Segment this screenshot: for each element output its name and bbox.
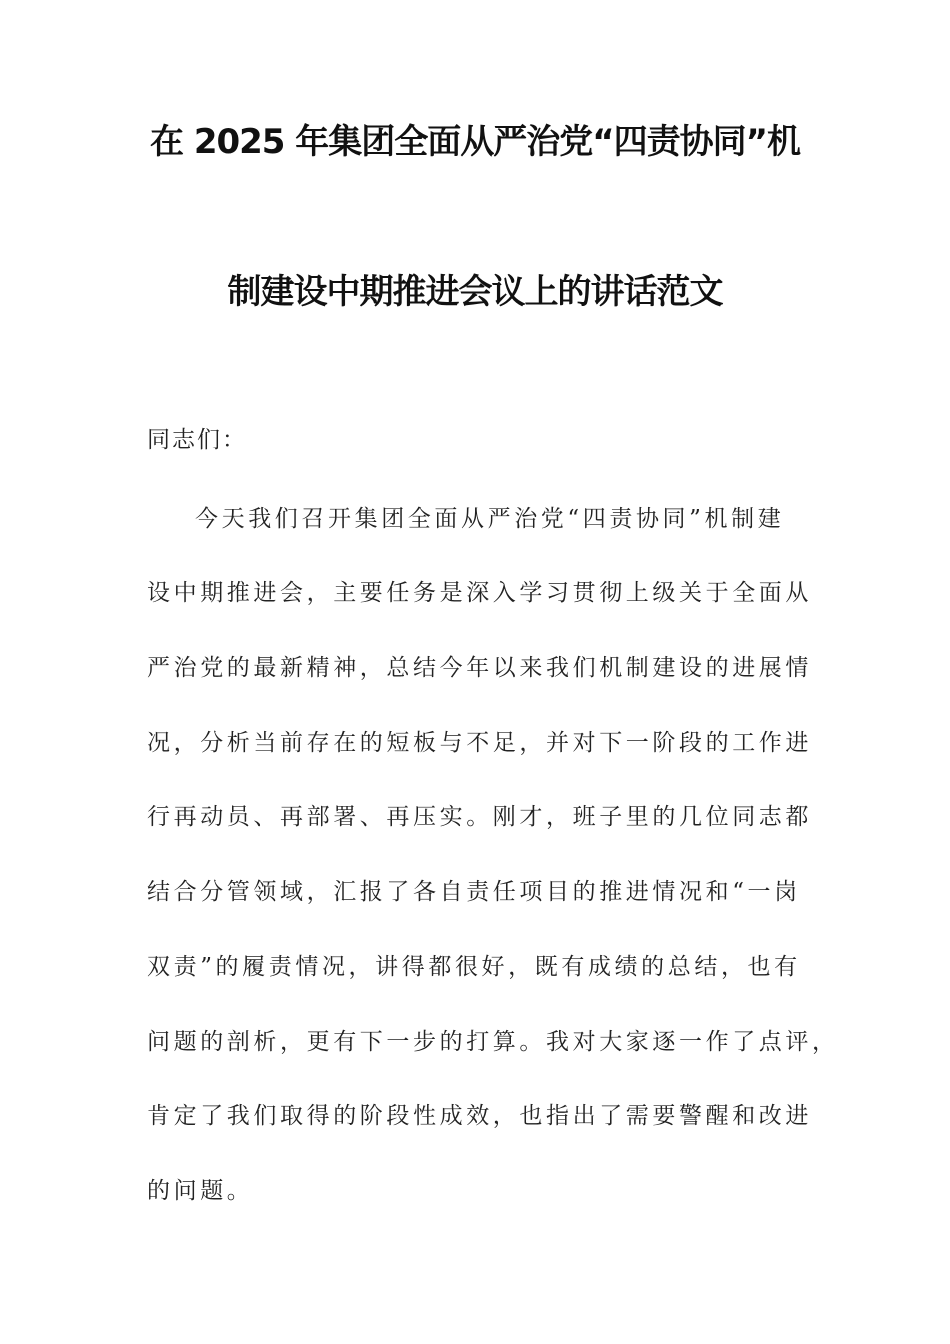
- paragraph-line-5: 行再动员、再部署、再压实。刚才，班子里的几位同志都: [147, 804, 812, 830]
- paragraph-line-4: 况，分析当前存在的短板与不足，并对下一阶段的工作进: [147, 730, 812, 756]
- document-title-line-1: 在 2025 年集团全面从严治党“四责协同”机: [150, 122, 800, 162]
- document-title-line-2: 制建设中期推进会议上的讲话范文: [227, 272, 723, 312]
- paragraph-line-7: 双责”的履责情况，讲得都很好，既有成绩的总结，也有: [147, 954, 801, 980]
- paragraph-line-3: 严治党的最新精神，总结今年以来我们机制建设的进展情: [147, 655, 812, 681]
- paragraph-line-8: 问题的剖析，更有下一步的打算。我对大家逐一作了点评，: [147, 1029, 839, 1055]
- paragraph-line-2: 设中期推进会，主要任务是深入学习贯彻上级关于全面从: [147, 580, 812, 606]
- salutation: 同志们：: [147, 427, 247, 453]
- paragraph-line-9: 肯定了我们取得的阶段性成效，也指出了需要警醒和改进: [147, 1103, 812, 1129]
- paragraph-line-1: 今天我们召开集团全面从严治党“四责协同”机制建: [195, 506, 785, 532]
- paragraph-line-6: 结合分管领域，汇报了各自责任项目的推进情况和“一岗: [147, 879, 801, 905]
- paragraph-line-10: 的问题。: [147, 1178, 254, 1204]
